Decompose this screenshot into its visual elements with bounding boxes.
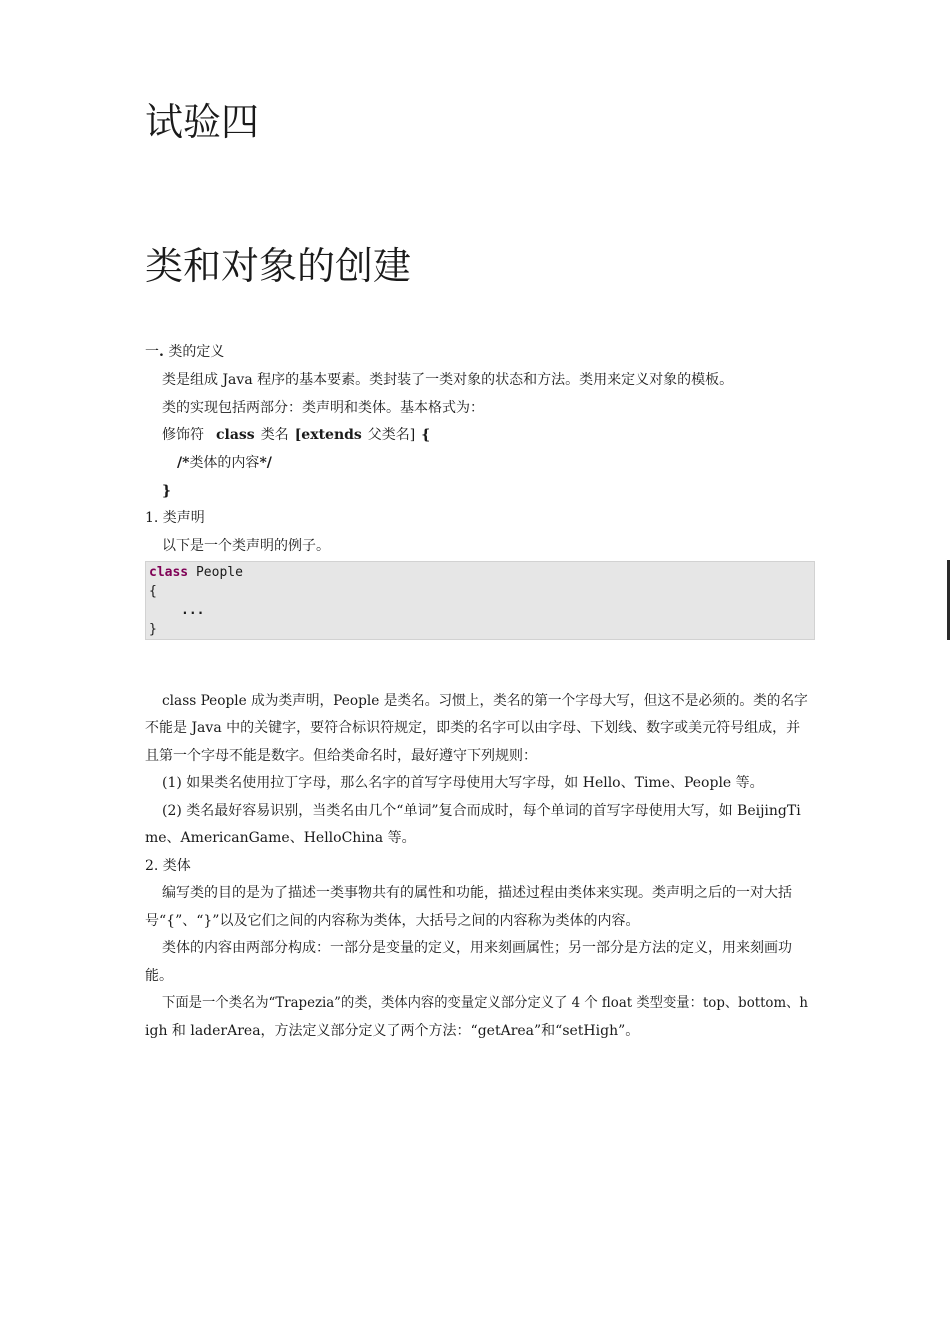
rule-item-2: (2) 类名最好容易识别，当类名由几个“单词”复合而成时，每个单词的首写字母使用大写，如 BeijingTi: [162, 803, 801, 819]
code-keyword: class: [149, 565, 189, 580]
paragraph-line: 下面是一个类名为“Trapezia”的类，类体内容的变量定义部分定义了 4 个 float 类型变量：top、bottom、h: [162, 995, 808, 1011]
code-line: {: [149, 584, 157, 599]
format-parent-name: 父类名]: [367, 427, 416, 443]
format-class-keyword: class: [216, 427, 255, 443]
code-block: [145, 561, 815, 640]
code-line: [149, 565, 243, 581]
section-heading-class-definition: [145, 343, 224, 361]
paragraph-line: 类体的内容由两部分构成：一部分是变量的定义，用来刻画属性；另一部分是方法的定义，用来刻画功: [162, 940, 792, 956]
format-close-brace: }: [162, 483, 172, 499]
class-format-line: [162, 426, 430, 444]
code-class-name: People: [188, 565, 243, 580]
format-modifier: 修饰符: [162, 427, 204, 443]
paragraph: 以下是一个类声明的例子。: [162, 538, 330, 554]
format-class-name: 类名: [260, 427, 289, 443]
paragraph-line: 号“{”、“}”以及它们之间的内容称为类体，大括号之间的内容称为类体的内容。: [145, 913, 640, 929]
format-open-brace: {: [421, 427, 431, 443]
paragraph: 类是组成 Java 程序的基本要素。类封装了一类对象的状态和方法。类用来定义对象的模板。: [162, 372, 734, 388]
paragraph-line: 能。: [145, 968, 173, 984]
topic-title: 类和对象的创建: [145, 244, 412, 288]
paragraph-line: 编写类的目的是为了描述一类事物共有的属性和功能，描述过程由类体来实现。类声明之后的一对大括: [162, 885, 792, 901]
lab-title: 试验四: [145, 100, 260, 144]
subsection-heading-class-declaration: 1. 类声明: [145, 510, 205, 526]
code-line: }: [149, 622, 157, 637]
section-dot: .: [159, 344, 164, 360]
section-number: 一: [145, 344, 159, 360]
code-line: ...: [181, 603, 205, 618]
paragraph-line: igh 和 laderArea，方法定义部分定义了两个方法：“getArea”和“setHigh”。: [145, 1023, 640, 1039]
paragraph-line: class People 成为类声明，People 是类名。习惯上，类名的第一个字母大写，但这不是必须的。类的名字: [162, 693, 808, 709]
section-heading-text: 类的定义: [163, 344, 225, 360]
rule-item-1: (1) 如果类名使用拉丁字母，那么名字的首写字母使用大写字母，如 Hello、Time、People 等。: [162, 775, 764, 791]
paragraph-line: me、AmericanGame、HelloChina 等。: [145, 830, 416, 846]
paragraph: 类的实现包括两部分：类声明和类体。基本格式为：: [162, 400, 484, 416]
subsection-heading-class-body: 2. 类体: [145, 858, 191, 874]
format-extends: [extends: [294, 427, 362, 443]
paragraph-line: 不能是 Java 中的关键字，要符合标识符规定，即类的名字可以由字母、下划线、数字或美元符号组成，并: [145, 720, 801, 736]
class-body-comment: /*类体的内容*/: [177, 455, 272, 471]
paragraph-line: 且第一个字母不能是数字。但给类命名时，最好遵守下列规则：: [145, 748, 537, 764]
